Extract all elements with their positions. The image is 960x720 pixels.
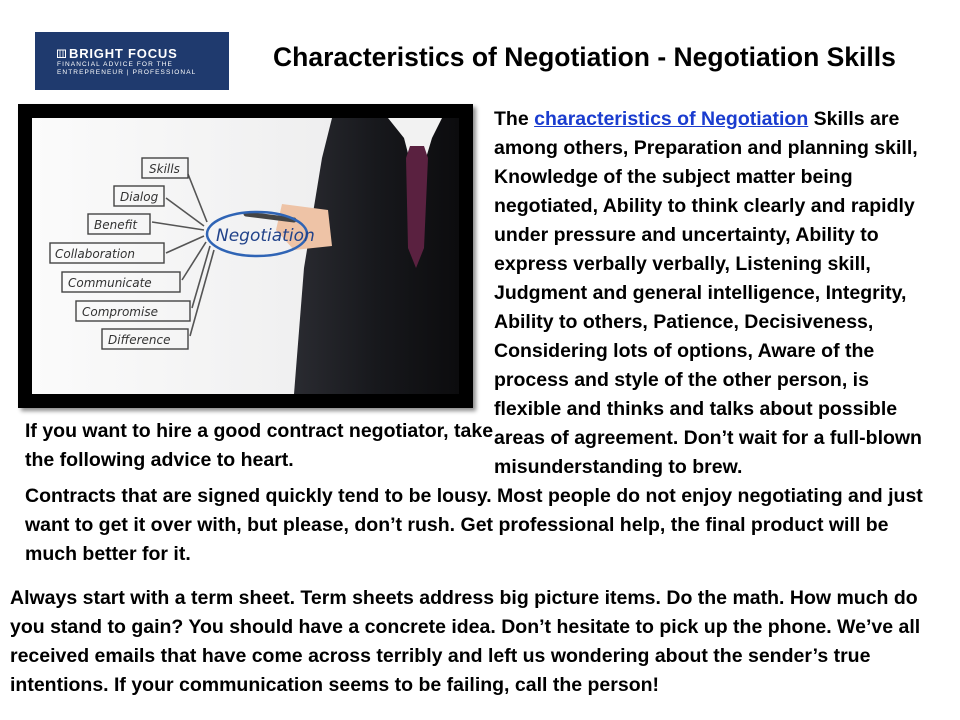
advice-intro-paragraph: If you want to hire a good contract negotiator, take the following advice to heart. xyxy=(25,420,494,471)
paragraph-prefix: The xyxy=(494,108,535,130)
skills-label: Skills xyxy=(149,162,180,176)
paragraph-body: Skills are among others, Preparation and planning skill, Knowledge of the subject matter being negotiated, Ability to think clearly and rapidly under pressure and uncertainty, Ability to express verbally verbally, Listening skill, Judgment and general intelligence, Integrity, Ability to others, Patience, Decisiveness, Considering lots of options, Aware of the process and style of the other person, is flexible and thinks and talks about possible areas of agreement. Don’t wait for a full-blown misunderstanding to brew. xyxy=(494,108,922,478)
dialog-label: Dialog xyxy=(120,190,159,204)
page-title: Characteristics of Negotiation - Negotiation Skills xyxy=(273,42,896,72)
term-sheet-paragraph: Always start with a term sheet. Term sheets address big picture items. Do the math. How much do you stand to gain? You should have a concrete idea. Don’t hesitate to pick up the phone. We’ve all received emails that have come across terribly and left us wondering about the sender’s true intentions. If your communication seems to be failing, call the person! xyxy=(10,587,921,696)
center-label: Negotiation xyxy=(216,226,315,246)
characteristics-link[interactable]: characteristics of Negotiation xyxy=(534,108,809,130)
negotiation-illustration xyxy=(32,118,459,394)
logo-name: BRIGHT FOCUS xyxy=(69,45,178,61)
building-icon xyxy=(57,49,66,58)
logo-tagline-1: FINANCIAL ADVICE FOR THE xyxy=(57,60,173,68)
benefit-label: Benefit xyxy=(94,218,138,232)
negotiation-photo xyxy=(18,104,473,408)
logo-top-row xyxy=(57,46,229,61)
characteristics-paragraph xyxy=(494,105,940,482)
compromise-label: Compromise xyxy=(82,305,158,319)
collaboration-label: Collaboration xyxy=(55,247,135,261)
logo-tagline-2: ENTREPRENEUR | PROFESSIONAL xyxy=(57,68,197,76)
communicate-label: Communicate xyxy=(68,276,152,290)
contracts-paragraph: Contracts that are signed quickly tend to be lousy. Most people do not enjoy negotiating and just want to get it over with, but please, don’t rush. Get professional help, the final product will be much better for it. xyxy=(25,485,923,565)
brand-logo[interactable] xyxy=(35,32,229,90)
difference-label: Difference xyxy=(108,333,171,347)
